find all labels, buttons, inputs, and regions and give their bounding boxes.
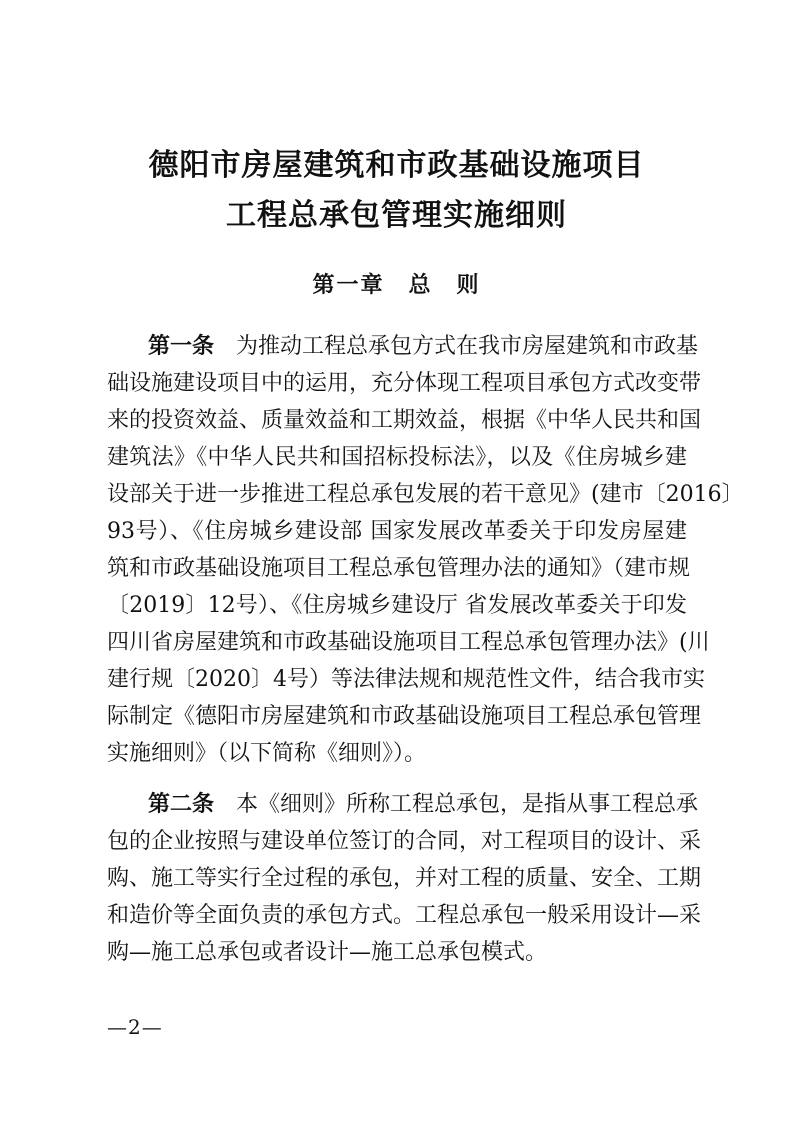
article-1-line: 设部关于进一步推进工程总承包发展的若干意见》(建市〔2016〕: [107, 482, 744, 507]
article-1-line: 筑和市政基础设施项目工程总承包管理办法的通知》（建市规: [107, 556, 691, 581]
article-1-first-line-text: 为推动工程总承包方式在我市房屋建筑和市政基: [214, 334, 699, 359]
article-2-line: 购—施工总承包或者设计—施工总承包模式。: [107, 940, 548, 965]
article-2-first-line: [148, 790, 699, 820]
article-1-label: 第一条: [148, 334, 215, 359]
article-1-line: 实施细则》（以下简称《细则》）。: [107, 741, 427, 766]
article-1-line: 〔2019〕12号）、《住房城乡建设厅 省发展改革委关于印发: [107, 593, 687, 618]
article-2-line: 购、施工等实行全过程的承包，并对工程的质量、安全、工期: [107, 866, 702, 891]
article-2-label: 第二条: [148, 792, 215, 817]
document-title-line-2: 工程总承包管理实施细则: [226, 198, 567, 233]
article-1-line: 93号）、《住房城乡建设部 国家发展改革委关于印发房屋建: [107, 519, 687, 544]
article-1-line: 来的投资效益、质量效益和工期效益，根据《中华人民共和国: [107, 408, 702, 433]
article-1-line: 建行规〔2020〕4号）等法律法规和规范性文件，结合我市实: [107, 667, 705, 692]
article-2-first-line-text: 本《细则》所称工程总承包，是指从事工程总承: [214, 792, 699, 817]
page-number: —2—: [107, 1015, 163, 1039]
document-title-line-1: 德阳市房屋建筑和市政基础设施项目: [148, 148, 645, 183]
article-2-line: 和造价等全面负责的承包方式。工程总承包一般采用设计—采: [107, 903, 702, 928]
article-2-line: 包的企业按照与建设单位签订的合同，对工程项目的设计、采: [107, 829, 702, 854]
article-1-first-line: [148, 332, 699, 362]
article-1-line: 四川省房屋建筑和市政基础设施项目工程总承包管理办法》(川: [107, 630, 710, 655]
article-1-line: 础设施建设项目中的运用，充分体现工程项目承包方式改变带: [107, 371, 702, 396]
chapter-heading: 第一章 总 则: [312, 273, 481, 298]
article-1-line: 际制定《德阳市房屋建筑和市政基础设施项目工程总承包管理: [107, 704, 702, 729]
article-1-line: 建筑法》《中华人民共和国招标投标法》，以及《住房城乡建: [107, 445, 687, 470]
